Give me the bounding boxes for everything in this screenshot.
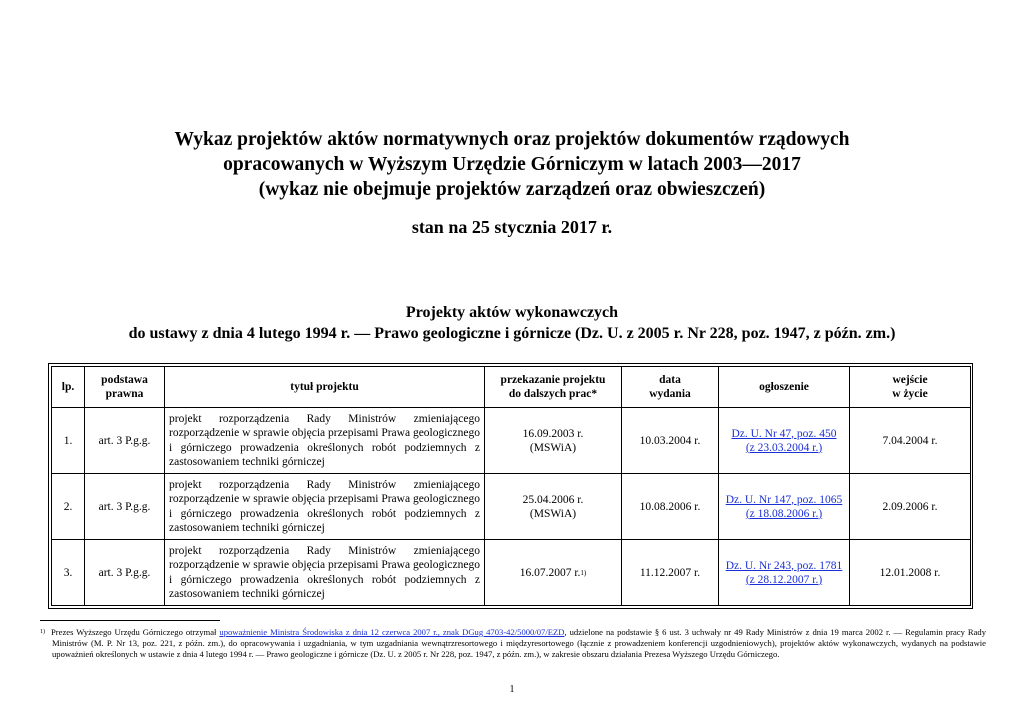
- cell-announcement: [719, 540, 850, 606]
- footnote-text-before: Prezes Wyższego Urzędu Górniczego otrzymał: [51, 627, 220, 637]
- cell-transfer: 16.07.2007 r.$^{1)}$: [485, 540, 622, 606]
- cell-project-title: projekt rozporządzenia Rady Ministrów zmieniającego rozporządzenie w sprawie objęcia przepisami Prawa geologicznego i górniczego prowadzenia określonych robót podziemnych z zastosowaniem techniki górniczej: [165, 408, 485, 474]
- cell-announcement: [719, 408, 850, 474]
- announcement-date-link[interactable]: (z 23.03.2004 r.): [745, 441, 823, 454]
- title-line-3: (wykaz nie obejmuje projektów zarządzeń oraz obwieszczeń): [258, 179, 766, 200]
- page-number: 1: [509, 684, 515, 695]
- cell-project-title: projekt rozporządzenia Rady Ministrów zmieniającego rozporządzenie w sprawie objęcia przepisami Prawa geologicznego i górniczego prowadzenia określonych robót podziemnych z zastosowaniem techniki górniczej: [165, 540, 485, 606]
- title-line-1: Wykaz projektów aktów normatywnych oraz projektów dokumentów rządowych: [174, 129, 850, 150]
- document-title: [0, 127, 1024, 202]
- footnote: [40, 627, 986, 660]
- status-date: stan na 25 stycznia 2017 r.: [411, 217, 613, 237]
- footnote-body: [40, 627, 986, 660]
- footnote-marker: 1): [40, 629, 45, 635]
- section-heading: [0, 302, 1024, 344]
- header-issue-date: data wydania: [622, 367, 719, 408]
- header-transfer: przekazanie projektu do dalszych prac*: [485, 367, 622, 408]
- announcement-link[interactable]: Dz. U. Nr 147, poz. 1065: [725, 493, 843, 506]
- table-row: [52, 474, 971, 540]
- section-line-1: Projekty aktów wykonawczych: [405, 304, 619, 321]
- cell-entry-into-force: 12.01.2008 r.: [850, 540, 971, 606]
- cell-basis: art. 3 P.g.g.: [85, 474, 165, 540]
- cell-lp: 1.: [52, 408, 85, 474]
- cell-issue-date: 11.12.2007 r.: [622, 540, 719, 606]
- announcement-link[interactable]: Dz. U. Nr 47, poz. 450: [731, 427, 837, 440]
- table-row: [52, 408, 971, 474]
- cell-basis: art. 3 P.g.g.: [85, 540, 165, 606]
- table-header-row: [52, 367, 971, 408]
- announcement-date-link[interactable]: (z 28.12.2007 r.): [745, 573, 823, 586]
- cell-project-title: projekt rozporządzenia Rady Ministrów zmieniającego rozporządzenie w sprawie objęcia przepisami Prawa geologicznego i górniczego prowadzenia określonych robót podziemnych z zastosowaniem techniki górniczej: [165, 474, 485, 540]
- section-line-2: do ustawy z dnia 4 lutego 1994 r. — Prawo geologiczne i górnicze (Dz. U. z 2005 r. Nr 228, poz. 1947, z późn. zm.): [128, 325, 896, 342]
- projects-table-frame: [48, 363, 973, 609]
- announcement-link[interactable]: Dz. U. Nr 243, poz. 1781: [725, 559, 843, 572]
- header-basis: podstawa prawna: [85, 367, 165, 408]
- cell-basis: art. 3 P.g.g.: [85, 408, 165, 474]
- cell-entry-into-force: 2.09.2006 r.: [850, 474, 971, 540]
- footnote-separator: [40, 620, 220, 621]
- cell-issue-date: 10.03.2004 r.: [622, 408, 719, 474]
- footnote-text-after: , udzielone na podstawie § 6 ust. 3 uchwały nr 49 Rady Ministrów z dnia 19 marca 2002 r. — Regulamin pracy Rady Ministrów (M. P. Nr 13, poz. 221, z późn. zm.), do opracowywania i uzgadniania, w tym uzgadniania wewnątrzresortowego i międzyresortowego (łącznie z prowadzeniem konferencji uzgodnieniowych), projektów aktów wykonawczych, wydanych na podstawie upoważnień określonych w ustawie z dnia 4 lutego 1994 r. — Prawo geologiczne i górnicze (Dz. U. z 2005 r. Nr 228, poz. 1947, z późn. zm.), w zakresie obszaru działania Prezesa Wyższego Urzędu Górniczego.: [52, 627, 986, 659]
- footnote-reference: 1): [580, 568, 587, 577]
- cell-entry-into-force: 7.04.2004 r.: [850, 408, 971, 474]
- header-entry-into-force: wejście w życie: [850, 367, 971, 408]
- cell-transfer: 25.04.2006 r. (MSWiA): [485, 474, 622, 540]
- cell-lp: 2.: [52, 474, 85, 540]
- projects-table: [51, 366, 971, 606]
- cell-lp: 3.: [52, 540, 85, 606]
- cell-announcement: [719, 474, 850, 540]
- authorization-link[interactable]: upoważnienie Ministra Środowiska z dnia 12 czerwca 2007 r., znak DGug 4703-42/5000/07/EZD: [219, 627, 565, 637]
- cell-issue-date: 10.08.2006 r.: [622, 474, 719, 540]
- announcement-date-link[interactable]: (z 18.08.2006 r.): [745, 507, 823, 520]
- header-announcement: ogłoszenie: [719, 367, 850, 408]
- cell-transfer: 16.09.2003 r. (MSWiA): [485, 408, 622, 474]
- header-lp: lp.: [52, 367, 85, 408]
- table-row: [52, 540, 971, 606]
- title-line-2: opracowanych w Wyższym Urzędzie Górniczym w latach 2003—2017: [223, 154, 801, 175]
- header-project-title: tytuł projektu: [165, 367, 485, 408]
